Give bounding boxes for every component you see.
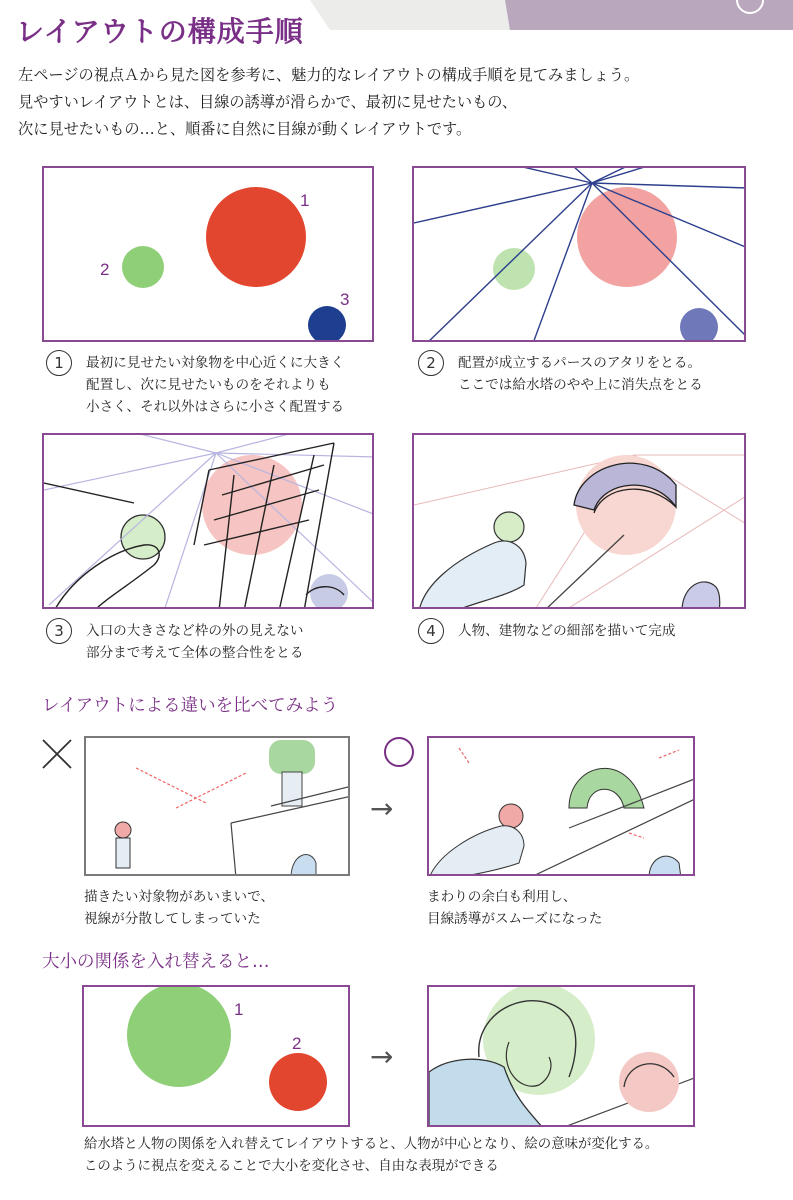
caption-line: 給水塔と人物の関係を入れ替えてレイアウトすると、人物が中心となり、絵の意味が変化する。 [84,1137,659,1152]
swap-heading: 大小の関係を入れ替えると… [42,952,270,972]
building-lines [44,443,344,609]
good-caption [427,886,602,930]
caption-line: 人物、建物などの細部を描いて完成 [458,623,676,639]
step4-caption [418,618,758,648]
step3-caption [46,618,386,668]
good-layout-frame [427,736,695,876]
intro-line: 次に見せたいもの…と、順番に自然に目線が動くレイアウトです。 [18,120,472,138]
pink-tower [619,1052,679,1112]
label-3: 3 [340,290,350,309]
swap-result-frame [427,985,695,1127]
compare-arrow-icon: → [370,792,394,825]
big-pink-circle [577,187,677,287]
step1-frame [42,166,374,342]
caption-line: 部分まで考えて全体の整合性をとる [86,645,304,661]
bad-caption [84,886,274,930]
caption-line: まわりの余白も利用し、 [427,889,577,905]
swap-caption [84,1134,658,1178]
intro-text [18,62,778,143]
dome-shape [682,582,720,609]
label-1: 1 [234,1000,244,1019]
corner-decoration [300,0,793,30]
gaze-lines [136,768,246,808]
step-number: 1 [46,350,72,376]
tower-dome [569,768,644,808]
bad-mark-icon [40,737,74,771]
person-body [429,826,524,876]
big-green-circle [127,987,231,1087]
step2-frame [412,166,746,342]
person-head [499,804,523,828]
page-title: レイアウトの構成手順 [16,15,304,48]
mid-lightgreen-circle [493,248,535,290]
caption-line: 配置が成立するパースのアタリをとる。 [458,355,702,371]
caption-line: このように視点を変えることで大小を変化させ、自由な表現ができる [84,1159,499,1174]
person-body-small [116,838,130,868]
swap-arrow-icon: → [370,1040,394,1073]
wall-left [231,823,236,876]
step-number: 4 [418,618,444,644]
caption-line: 目線誘導がスムーズになった [427,911,603,927]
caption-line: 視線が分散してしまっていた [84,911,261,927]
small-navy-circle [308,306,346,342]
big-red-circle [206,187,306,287]
small-slate-circle [680,308,718,342]
slate-circle [310,574,348,609]
mid-green-circle [122,246,164,288]
gaze-lines [459,748,679,838]
person-head-small [115,822,131,838]
swap-diagram-frame [82,985,350,1127]
intro-line: 左ページの視点Ａから見た図を参考に、魅力的なレイアウトの構成手順を見てみましょう。 [18,66,640,84]
step4-frame [412,433,746,609]
caption-line: 入口の大きさなど枠の外の見えない [86,623,304,639]
step-number: 2 [418,350,444,376]
caption-line: 描きたい対象物があいまいで、 [84,889,275,905]
caption-line: 最初に見せたい対象物を中心近くに大きく [86,355,345,371]
step1-caption [46,350,386,420]
step2-caption [418,350,758,400]
label-2: 2 [292,1034,302,1053]
step3-frame [42,433,374,609]
bad-layout-frame [84,736,350,876]
label-1: 1 [300,191,310,210]
caption-line: 小さく、それ以外はさらに小さく配置する [86,399,345,415]
person-head [494,512,524,542]
dome [291,855,316,876]
compare-heading: レイアウトによる違いを比べてみよう [42,696,339,716]
label-2: 2 [100,260,110,279]
caption-line: ここでは給水塔のやや上に消失点をとる [458,377,703,393]
step-number: 3 [46,618,72,644]
caption-line: 配置し、次に見せたいものをそれよりも [86,377,331,393]
tower-top [269,740,315,774]
small-red-circle [269,1053,327,1111]
good-mark-icon [382,735,416,769]
intro-line: 見やすいレイアウトとは、目線の誘導が滑らかで、最初に見せたいもの、 [18,93,518,111]
person-body [419,541,526,609]
pink-circle [202,455,302,555]
dome-right [649,856,681,876]
